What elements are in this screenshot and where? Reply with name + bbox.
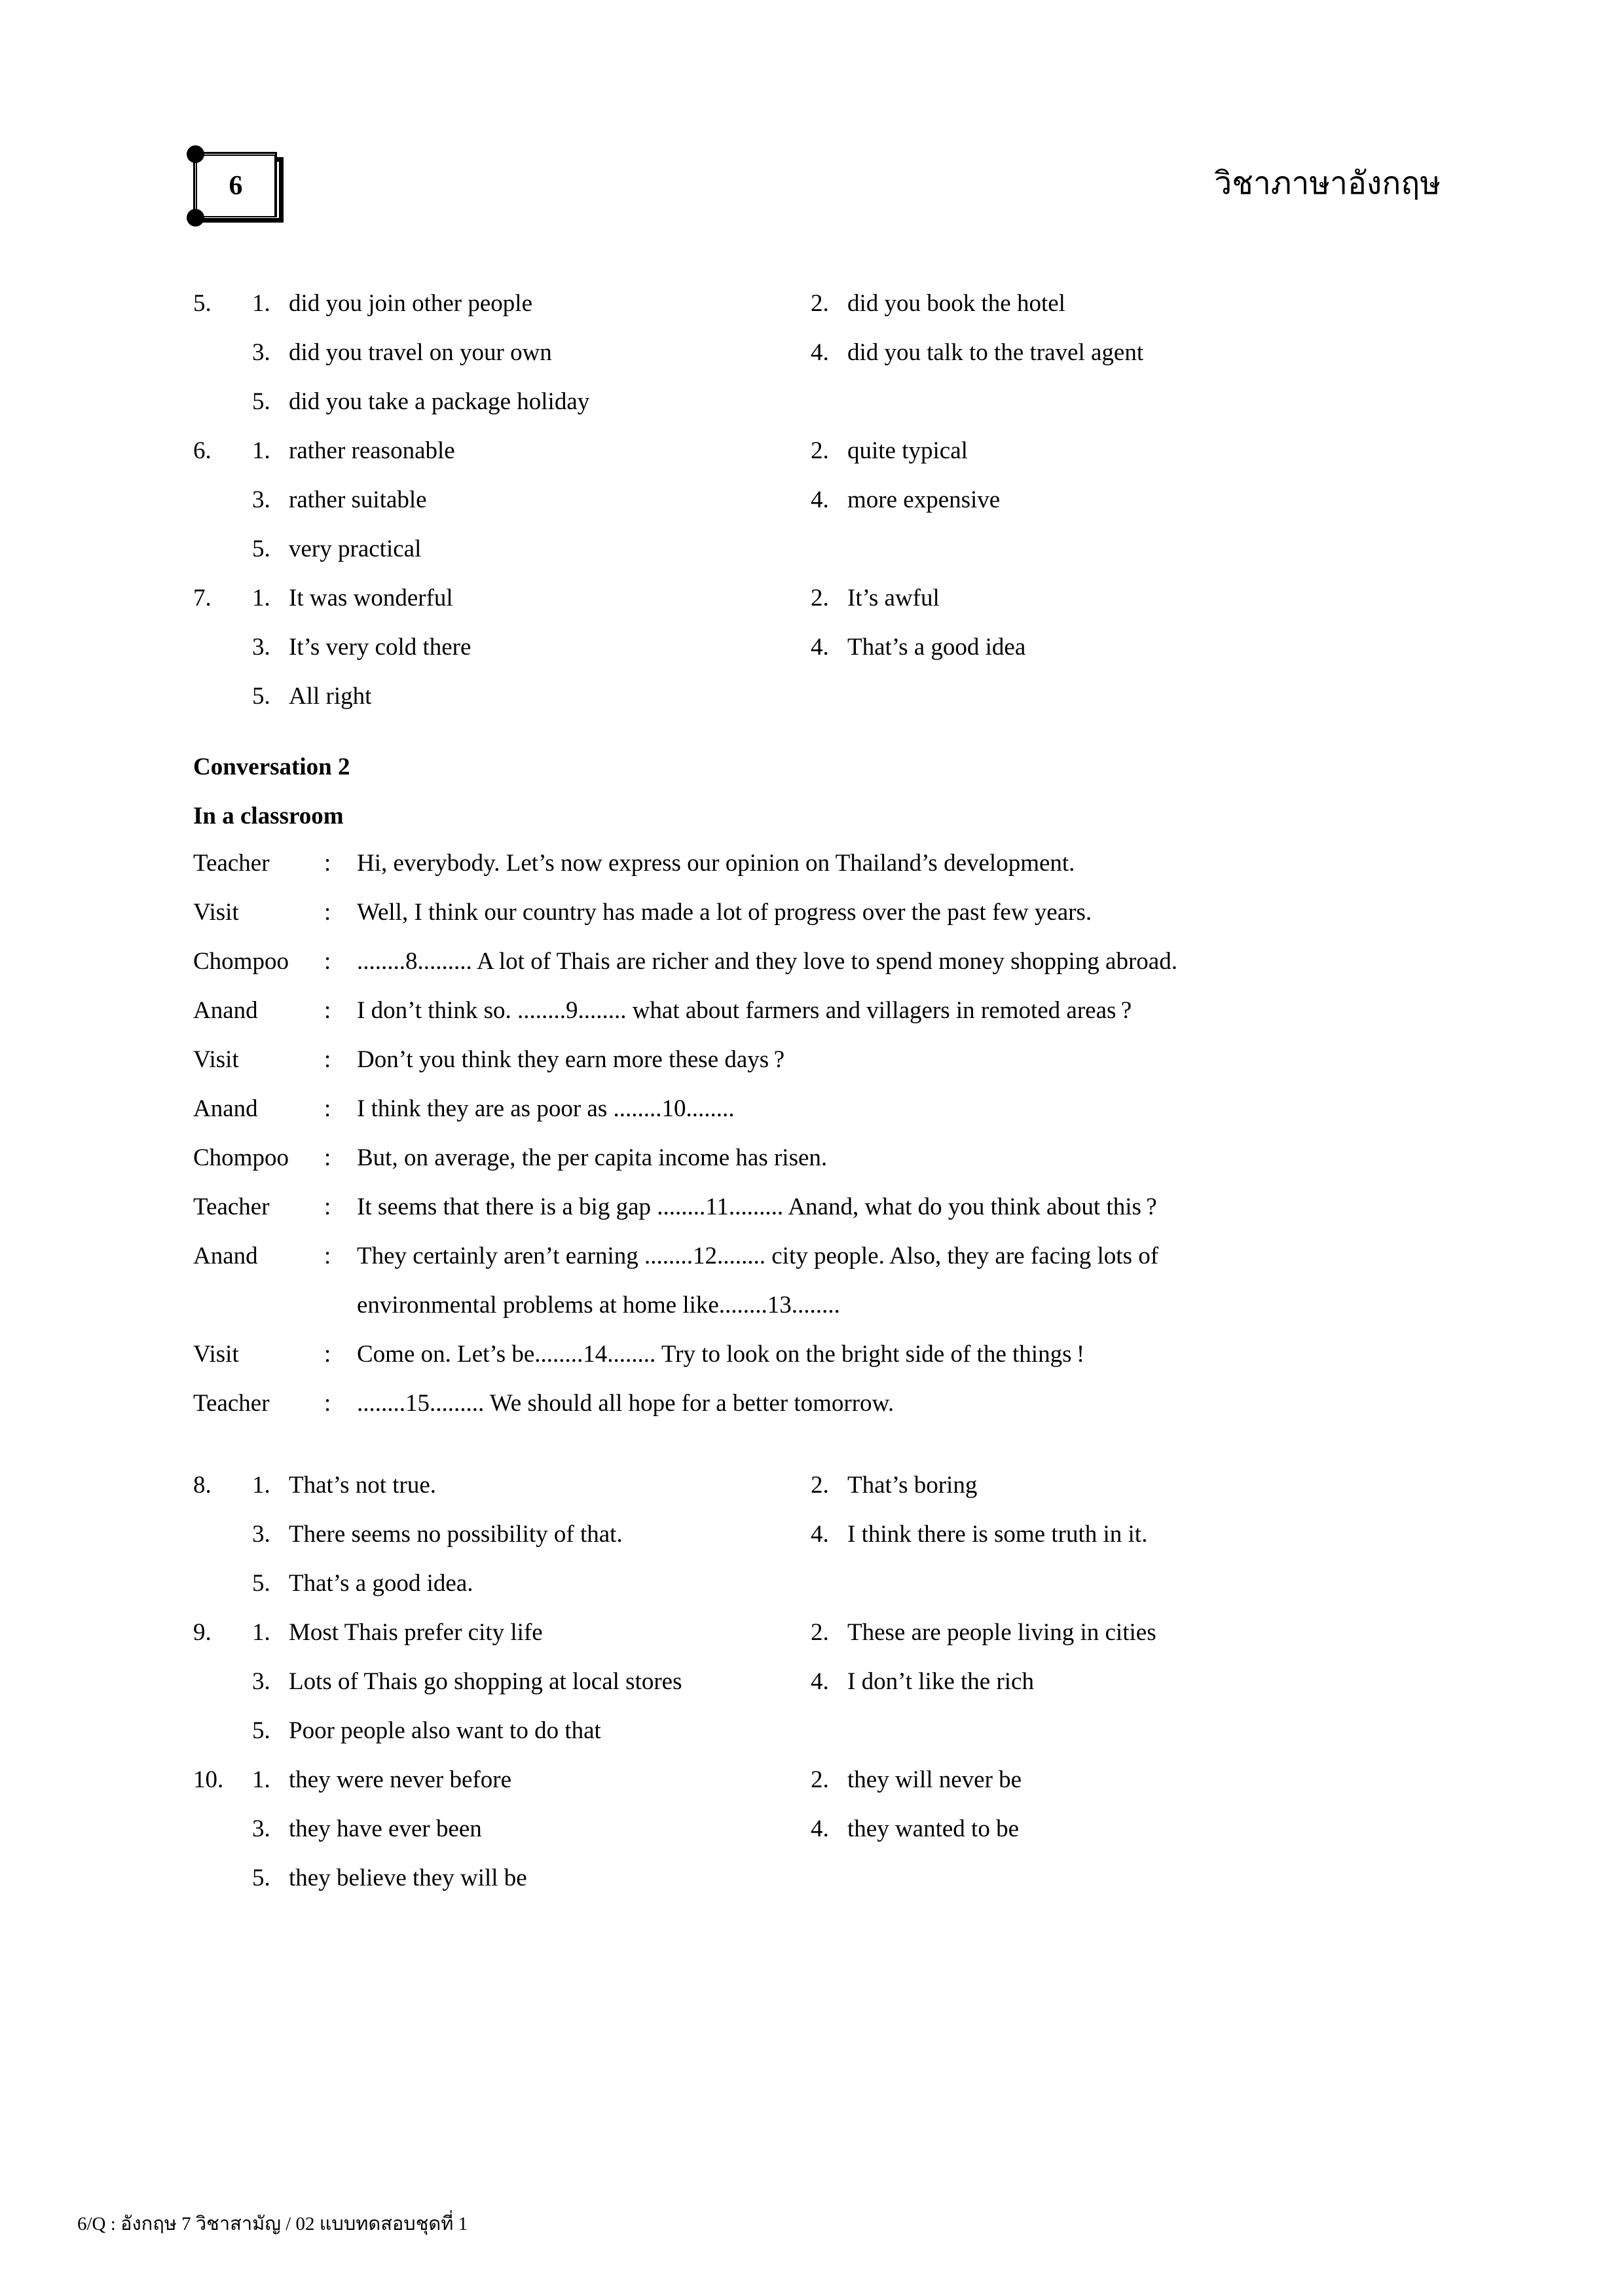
answer-option[interactable]	[811, 583, 940, 614]
answer-option-text: All right	[289, 683, 372, 710]
dialogue-speaker: Teacher	[193, 1194, 270, 1220]
dialogue-colon: :	[324, 1341, 331, 1368]
dialogue-line	[193, 1290, 1490, 1339]
answer-option-label: 2.	[811, 290, 829, 317]
dialogue-colon: :	[324, 850, 331, 877]
question-block	[193, 435, 1437, 583]
answer-option-text: very practical	[289, 536, 422, 562]
answer-option[interactable]	[811, 1813, 1019, 1845]
answer-option-text: rather reasonable	[289, 437, 455, 464]
question-block	[193, 288, 1437, 435]
dialogue-line	[193, 946, 1490, 995]
question-option-row	[193, 1764, 1437, 1813]
answer-option-label: 1.	[252, 1619, 270, 1646]
answer-option[interactable]	[252, 1863, 527, 1894]
answer-option[interactable]	[252, 288, 532, 319]
answer-option[interactable]	[252, 632, 471, 663]
dialogue-colon: :	[324, 1390, 331, 1417]
answer-option[interactable]	[252, 1764, 511, 1796]
conversation-setting: In a classroom	[193, 803, 344, 829]
answer-option-label: 3.	[252, 1521, 270, 1548]
answer-option-label: 5.	[252, 536, 270, 562]
answer-option-label: 5.	[252, 388, 270, 415]
answer-option[interactable]	[811, 337, 1143, 369]
dialogue-text: Well, I think our country has made a lot of progress over the past few years.	[357, 899, 1092, 926]
question-number: 6.	[193, 437, 212, 464]
answer-option-text: did you travel on your own	[289, 339, 552, 366]
dialogue-colon: :	[324, 948, 331, 975]
dialogue-speaker: Anand	[193, 1095, 258, 1122]
dialogue-speaker: Visit	[193, 899, 239, 926]
dialogue-text: Don’t you think they earn more these days ?	[357, 1046, 785, 1073]
answer-option-label: 1.	[252, 1766, 270, 1793]
answer-option-text: There seems no possibility of that.	[289, 1521, 623, 1548]
answer-option-text: That’s a good idea	[847, 634, 1026, 661]
question-option-row	[193, 1863, 1437, 1912]
dialogue-speaker: Visit	[193, 1341, 239, 1368]
answer-option-text: These are people living in cities	[847, 1619, 1156, 1646]
question-option-row	[193, 386, 1437, 435]
dialogue-line	[193, 1241, 1490, 1290]
question-option-row	[193, 337, 1437, 386]
question-option-row	[193, 1470, 1437, 1519]
answer-option[interactable]	[252, 1715, 601, 1747]
answer-option[interactable]	[252, 1813, 482, 1845]
page-number: 6	[229, 171, 243, 201]
dialogue-text: Come on. Let’s be........14........ Try to look on the bright side of the things !	[357, 1341, 1085, 1368]
question-number: 5.	[193, 290, 212, 317]
dialogue-line	[193, 1388, 1490, 1437]
answer-option-label: 1.	[252, 437, 270, 464]
dialogue-speaker: Chompoo	[193, 948, 289, 975]
question-number: 8.	[193, 1472, 212, 1499]
conversation-title: Conversation 2	[193, 754, 350, 780]
answer-option-text: It was wonderful	[289, 585, 453, 611]
subject-title: วิชาภาษาอังกฤษ	[1214, 166, 1441, 201]
dialogue-line	[193, 1192, 1490, 1241]
answer-option-text: I don’t like the rich	[847, 1668, 1034, 1695]
dialogue-colon: :	[324, 997, 331, 1024]
dialogue-speaker: Teacher	[193, 850, 270, 877]
dialogue-line	[193, 1044, 1490, 1093]
dialogue-colon: :	[324, 1095, 331, 1122]
answer-option-text: Most Thais prefer city life	[289, 1619, 543, 1646]
answer-option[interactable]	[252, 1617, 543, 1649]
answer-option-label: 4.	[811, 1668, 829, 1695]
answer-option-label: 1.	[252, 290, 270, 317]
answer-option-text: did you book the hotel	[847, 290, 1065, 317]
dialogue-speaker: Visit	[193, 1046, 239, 1073]
dialogue-colon: :	[324, 899, 331, 926]
dialogue-colon: :	[324, 1194, 331, 1220]
question-block	[193, 1764, 1437, 1912]
answer-option-text: they have ever been	[289, 1815, 482, 1842]
answer-option-label: 2.	[811, 1472, 829, 1499]
answer-option[interactable]	[252, 1519, 623, 1550]
answer-option[interactable]	[811, 1764, 1022, 1796]
answer-option-text: Lots of Thais go shopping at local stores	[289, 1668, 682, 1695]
dialogue-speaker: Anand	[193, 997, 258, 1024]
answer-option[interactable]	[252, 534, 421, 565]
answer-option-label: 5.	[252, 1717, 270, 1744]
dialogue-line	[193, 1339, 1490, 1388]
dialogue-colon: :	[324, 1046, 331, 1073]
answer-option[interactable]	[811, 632, 1025, 663]
dialogue-text: ........15......... We should all hope for a better tomorrow.	[357, 1390, 895, 1417]
dialogue-text: They certainly aren’t earning ........12........ city people. Also, they are facing lots of	[357, 1243, 1159, 1269]
dialogue-speaker: Chompoo	[193, 1144, 289, 1171]
answer-option-text: rather suitable	[289, 486, 427, 513]
answer-option[interactable]	[252, 1666, 682, 1698]
answer-option[interactable]	[811, 435, 968, 467]
page-header	[0, 143, 1624, 247]
answer-option-label: 3.	[252, 486, 270, 513]
answer-option[interactable]	[811, 1470, 977, 1501]
answer-option-label: 4.	[811, 339, 829, 366]
answer-option-text: That’s a good idea.	[289, 1570, 473, 1597]
question-option-row	[193, 534, 1437, 583]
dialogue-speaker: Teacher	[193, 1390, 270, 1417]
dialogue-line	[193, 848, 1490, 897]
dialogue-line	[193, 1142, 1490, 1192]
question-option-row	[193, 1568, 1437, 1617]
dialogue-text: But, on average, the per capita income has risen.	[357, 1144, 828, 1171]
answer-option[interactable]	[252, 1568, 473, 1599]
answer-option-text: That’s boring	[847, 1472, 978, 1499]
answer-option-label: 1.	[252, 1472, 270, 1499]
answer-option-label: 2.	[811, 437, 829, 464]
answer-option-text: they wanted to be	[847, 1815, 1019, 1842]
answer-option-label: 3.	[252, 1668, 270, 1695]
answer-option-text: they were never before	[289, 1766, 511, 1793]
dialogue-text: I think they are as poor as ........10........	[357, 1095, 735, 1122]
answer-option-label: 4.	[811, 1815, 829, 1842]
answer-option-label: 4.	[811, 486, 829, 513]
dialogue-text: It seems that there is a big gap ........11......... Anand, what do you think about this ?	[357, 1194, 1157, 1220]
answer-option-label: 3.	[252, 339, 270, 366]
answer-option-label: 3.	[252, 1815, 270, 1842]
question-option-row	[193, 681, 1437, 730]
question-option-row	[193, 435, 1437, 484]
dialogue-text: I don’t think so. ........9........ what about farmers and villagers in remoted areas ?	[357, 997, 1132, 1024]
answer-option-text: quite typical	[847, 437, 968, 464]
answer-option-label: 2.	[811, 585, 829, 611]
answer-option-text: did you join other people	[289, 290, 532, 317]
answer-option-text: Poor people also want to do that	[289, 1717, 601, 1744]
question-option-row	[193, 583, 1437, 632]
dialogue-colon: :	[324, 1144, 331, 1171]
dialogue-text: Hi, everybody. Let’s now express our opinion on Thailand’s development.	[357, 850, 1075, 877]
answer-option[interactable]	[811, 1666, 1034, 1698]
answer-option-label: 1.	[252, 585, 270, 611]
question-option-row	[193, 1715, 1437, 1764]
question-block	[193, 1617, 1437, 1764]
question-option-row	[193, 1519, 1437, 1568]
question-number: 9.	[193, 1619, 212, 1646]
question-block	[193, 1470, 1437, 1617]
question-option-row	[193, 484, 1437, 534]
answer-option-text: It’s awful	[847, 585, 940, 611]
answer-option[interactable]	[252, 583, 453, 614]
dialogue-speaker: Anand	[193, 1243, 258, 1269]
answer-option-label: 5.	[252, 683, 270, 710]
answer-option[interactable]	[252, 681, 371, 712]
answer-option-text: It’s very cold there	[289, 634, 471, 661]
answer-option-label: 2.	[811, 1619, 829, 1646]
answer-option-text: I think there is some truth in it.	[847, 1521, 1148, 1548]
answer-option-label: 3.	[252, 634, 270, 661]
dialogue-text: environmental problems at home like........13........	[357, 1292, 840, 1319]
answer-option-text: That’s not true.	[289, 1472, 437, 1499]
answer-option-label: 5.	[252, 1570, 270, 1597]
dialogue-colon: :	[324, 1243, 331, 1269]
page-number-badge	[192, 151, 290, 229]
answer-option-text: they will never be	[847, 1766, 1022, 1793]
question-option-row	[193, 1666, 1437, 1715]
answer-option[interactable]	[811, 1617, 1156, 1649]
answer-option-label: 2.	[811, 1766, 829, 1793]
answer-option[interactable]	[252, 386, 589, 418]
question-option-row	[193, 632, 1437, 681]
answer-option[interactable]	[811, 1519, 1147, 1550]
answer-option-label: 4.	[811, 634, 829, 661]
answer-option[interactable]	[811, 288, 1065, 319]
answer-option[interactable]	[252, 435, 455, 467]
question-number: 10.	[193, 1766, 224, 1793]
dialogue-line	[193, 897, 1490, 946]
question-block	[193, 583, 1437, 730]
answer-option-label: 5.	[252, 1865, 270, 1891]
answer-option[interactable]	[252, 337, 552, 369]
answer-option[interactable]	[252, 484, 427, 516]
dialogue-text: ........8......... A lot of Thais are richer and they love to spend money shopping abroad.	[357, 948, 1177, 975]
answer-option[interactable]	[252, 1470, 436, 1501]
answer-option-text: did you take a package holiday	[289, 388, 590, 415]
answer-option-text: they believe they will be	[289, 1865, 527, 1891]
question-option-row	[193, 1813, 1437, 1863]
answer-option-text: did you talk to the travel agent	[847, 339, 1144, 366]
answer-option-label: 4.	[811, 1521, 829, 1548]
answer-option[interactable]	[811, 484, 1000, 516]
dialogue-line	[193, 995, 1490, 1044]
question-option-row	[193, 1617, 1437, 1666]
question-option-row	[193, 288, 1437, 337]
answer-option-text: more expensive	[847, 486, 1001, 513]
question-number: 7.	[193, 585, 212, 611]
dialogue-line	[193, 1093, 1490, 1142]
page-footer: 6/Q : อังกฤษ 7 วิชาสามัญ / 02 แบบทดสอบชุดที่ 1	[77, 2214, 468, 2234]
